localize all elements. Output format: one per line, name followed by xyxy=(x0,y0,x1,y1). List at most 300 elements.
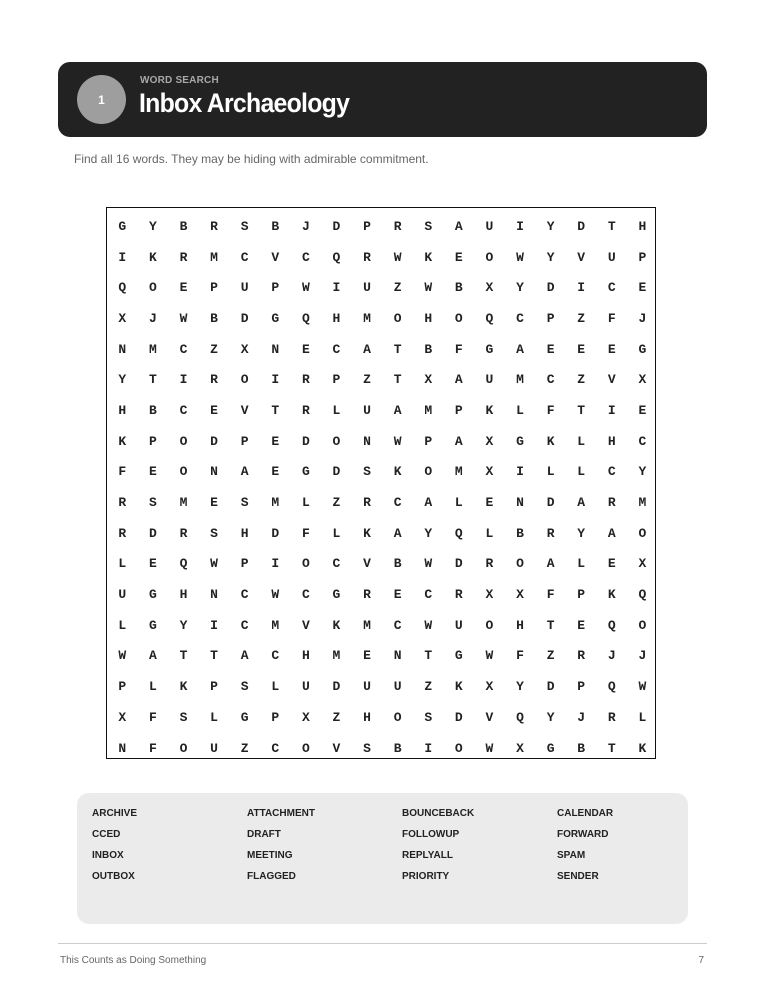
grid-letter: W xyxy=(516,249,524,265)
grid-letter: S xyxy=(179,709,188,725)
grid-letter: E xyxy=(607,556,616,572)
grid-letter: O xyxy=(301,556,310,572)
grid-letter: Y xyxy=(179,617,188,633)
grid-letter: O xyxy=(332,433,341,449)
grid-letter: E xyxy=(271,464,280,480)
grid-letter: X xyxy=(485,679,494,695)
grid-letter: A xyxy=(516,341,524,357)
grid-letter: W xyxy=(424,556,433,572)
grid-letter: U xyxy=(485,218,494,234)
word-list xyxy=(92,807,692,884)
grid-letter: T xyxy=(393,372,402,388)
grid-letter: J xyxy=(301,218,310,234)
grid-letter: M xyxy=(332,648,341,664)
grid-letter: O xyxy=(485,617,494,633)
grid-letter: S xyxy=(424,218,433,234)
grid-letter: B xyxy=(516,525,524,541)
grid-letter: X xyxy=(240,341,249,357)
grid-letter: X xyxy=(485,280,494,296)
grid-letter: M xyxy=(424,402,433,418)
grid-letter: C xyxy=(332,341,341,357)
grid-letter: T xyxy=(210,648,218,664)
grid-letter: O xyxy=(301,740,310,756)
grid-letter: T xyxy=(271,402,280,418)
grid-letter: I xyxy=(332,280,341,296)
grid-letter: K xyxy=(179,679,188,695)
grid-letter: M xyxy=(638,495,647,511)
grid-letter: F xyxy=(546,402,555,418)
grid-letter: I xyxy=(118,249,127,265)
grid-letter: M xyxy=(271,617,280,633)
grid-letter: S xyxy=(363,464,371,480)
grid-letter: A xyxy=(424,495,433,511)
grid-letter: C xyxy=(240,249,249,265)
grid-letter: O xyxy=(179,433,188,449)
grid-letter: X xyxy=(118,310,127,326)
grid-letter: Z xyxy=(240,740,249,756)
grid-letter: R xyxy=(393,218,402,234)
grid-letter: W xyxy=(485,740,494,756)
grid-letter: L xyxy=(118,556,127,572)
grid-letter: E xyxy=(210,495,218,511)
grid-letter: F xyxy=(607,310,616,326)
grid-letter: A xyxy=(240,648,249,664)
grid-letter: E xyxy=(485,495,494,511)
grid-letter: I xyxy=(424,740,433,756)
grid-letter: B xyxy=(148,402,157,418)
grid-letter: V xyxy=(271,249,280,265)
grid-letter: J xyxy=(638,310,647,326)
grid-letter: J xyxy=(607,648,616,664)
grid-letter: Q xyxy=(638,587,647,603)
grid-letter: S xyxy=(240,495,249,511)
word-bank-item: SPAM xyxy=(557,850,586,861)
grid-letter: K xyxy=(607,587,616,603)
grid-letter: D xyxy=(546,679,555,695)
grid-letter: E xyxy=(607,341,616,357)
grid-letter: G xyxy=(240,709,249,725)
grid-letter: J xyxy=(638,648,647,664)
grid-letter: U xyxy=(454,617,463,633)
grid-letter: K xyxy=(332,617,341,633)
grid-letter: T xyxy=(577,402,586,418)
grid-letter: G xyxy=(516,433,524,449)
grid-letter: Z xyxy=(332,709,341,725)
grid-letter: H xyxy=(332,310,341,326)
grid-letter: G xyxy=(118,218,127,234)
grid-letter: Q xyxy=(454,525,463,541)
grid-letter: P xyxy=(638,249,647,265)
grid-letter: X xyxy=(485,433,494,449)
grid-letter: W xyxy=(424,280,433,296)
grid-letter: A xyxy=(148,648,157,664)
grid-letter: F xyxy=(148,709,157,725)
grid-letter: I xyxy=(607,402,616,418)
grid-letter: T xyxy=(148,372,157,388)
grid-letter: N xyxy=(210,587,218,603)
grid-letter: M xyxy=(148,341,157,357)
grid-letter: C xyxy=(179,402,188,418)
grid-letter: C xyxy=(240,617,249,633)
grid-letter: C xyxy=(179,341,188,357)
grid-letter: Z xyxy=(363,372,371,388)
grid-letter: G xyxy=(148,587,157,603)
grid-letter: E xyxy=(148,556,157,572)
word-bank-item: CCED xyxy=(92,829,121,840)
grid-letter: V xyxy=(363,556,371,572)
grid-letter: H xyxy=(516,617,524,633)
grid-letter: X xyxy=(516,740,524,756)
grid-letter: Q xyxy=(179,556,188,572)
word-bank-item: BOUNCEBACK xyxy=(402,808,475,819)
grid-letter: D xyxy=(454,556,463,572)
grid-letter: C xyxy=(393,495,402,511)
grid-letter: V xyxy=(332,740,341,756)
grid-letter: H xyxy=(638,218,647,234)
grid-letter: C xyxy=(301,249,310,265)
grid-letter: U xyxy=(363,402,371,418)
grid-letter: R xyxy=(363,495,371,511)
grid-letter: L xyxy=(332,402,341,418)
grid-letter: A xyxy=(454,372,463,388)
grid-letter: G xyxy=(454,648,463,664)
grid-letter: Y xyxy=(546,218,555,234)
grid-letter: O xyxy=(393,709,402,725)
grid-letter: B xyxy=(179,218,188,234)
grid-letter: L xyxy=(332,525,341,541)
grid-letter: W xyxy=(301,280,310,296)
grid-letter: W xyxy=(485,648,494,664)
word-bank-item: MEETING xyxy=(247,850,293,861)
grid-letter: L xyxy=(301,495,310,511)
grid-letter: E xyxy=(454,249,463,265)
grid-letter: T xyxy=(607,218,616,234)
grid-letter: D xyxy=(148,525,157,541)
grid-letter: V xyxy=(240,402,249,418)
grid-letter: C xyxy=(271,740,280,756)
grid-letter: E xyxy=(638,280,647,296)
grid-letter: L xyxy=(271,679,280,695)
grid-letter: W xyxy=(271,587,280,603)
grid-letter: N xyxy=(363,433,371,449)
grid-letter: M xyxy=(210,249,218,265)
grid-letter: X xyxy=(516,587,524,603)
grid-letter: N xyxy=(210,464,218,480)
grid-letter: E xyxy=(301,341,310,357)
grid-letter: L xyxy=(210,709,218,725)
grid-letter: M xyxy=(363,617,371,633)
grid-letter: R xyxy=(577,648,586,664)
grid-letter: X xyxy=(485,464,494,480)
grid-letter: A xyxy=(393,525,402,541)
grid-letter: K xyxy=(363,525,371,541)
grid-letter: U xyxy=(118,587,127,603)
grid-letter: R xyxy=(301,372,310,388)
grid-letter: O xyxy=(393,310,402,326)
word-bank-item: ARCHIVE xyxy=(92,808,138,819)
grid-letter: Z xyxy=(546,648,555,664)
grid-letter: H xyxy=(607,433,616,449)
grid-letter: R xyxy=(607,495,616,511)
word-bank-item: CALENDAR xyxy=(557,808,614,819)
grid-letter: H xyxy=(363,709,371,725)
grid-letter: U xyxy=(301,679,310,695)
grid-letter: O xyxy=(638,617,647,633)
grid-letter: Y xyxy=(516,280,524,296)
grid-letter: W xyxy=(179,310,188,326)
grid-letter: F xyxy=(516,648,524,664)
grid-letter: D xyxy=(454,709,463,725)
grid-letter: V xyxy=(301,617,310,633)
grid-letter: C xyxy=(638,433,647,449)
grid-letter: S xyxy=(424,709,433,725)
grid-letter: W xyxy=(210,556,218,572)
grid-letter: B xyxy=(271,218,280,234)
page-title: Inbox Archaeology xyxy=(139,88,350,118)
grid-letter: G xyxy=(485,341,494,357)
grid-letter: Y xyxy=(424,525,433,541)
grid-letter: T xyxy=(424,648,433,664)
puzzle-category: WORD SEARCH xyxy=(140,75,219,86)
grid-letter: N xyxy=(271,341,280,357)
grid-letter: E xyxy=(363,648,371,664)
grid-letter: R xyxy=(179,249,188,265)
grid-letter: H xyxy=(118,402,127,418)
grid-letter: A xyxy=(577,495,586,511)
grid-letter: K xyxy=(454,679,463,695)
grid-letter: D xyxy=(546,495,555,511)
title-banner xyxy=(58,62,707,137)
grid-letter: R xyxy=(118,495,127,511)
grid-letter: U xyxy=(607,249,616,265)
grid-letter: B xyxy=(393,740,402,756)
grid-letter: H xyxy=(424,310,433,326)
grid-letter: Q xyxy=(118,280,127,296)
grid-letter: B xyxy=(454,280,463,296)
grid-letter: V xyxy=(607,372,616,388)
grid-letter: J xyxy=(148,310,157,326)
grid-letter: P xyxy=(210,280,218,296)
grid-letter: O xyxy=(179,464,188,480)
grid-letter: R xyxy=(363,249,371,265)
grid-letter: Z xyxy=(210,341,218,357)
grid-letter: I xyxy=(577,280,586,296)
grid-letter: B xyxy=(393,556,402,572)
grid-letter: D xyxy=(271,525,280,541)
grid-letter: U xyxy=(210,740,218,756)
grid-letter: E xyxy=(179,280,188,296)
grid-letter: E xyxy=(546,341,555,357)
grid-letter: K xyxy=(546,433,555,449)
grid-letter: L xyxy=(148,679,157,695)
grid-letter: Q xyxy=(332,249,341,265)
grid-letter: I xyxy=(210,617,218,633)
grid-letter: I xyxy=(179,372,188,388)
grid-letter: B xyxy=(210,310,218,326)
word-bank xyxy=(77,793,688,924)
grid-letter: Y xyxy=(546,709,555,725)
grid-letter: A xyxy=(454,433,463,449)
grid-letter: Y xyxy=(118,372,127,388)
grid-letter: Q xyxy=(516,709,524,725)
grid-letter: A xyxy=(393,402,402,418)
word-bank-item: PRIORITY xyxy=(402,871,450,882)
grid-letter: D xyxy=(332,679,341,695)
grid-letter: O xyxy=(516,556,524,572)
grid-letter: Z xyxy=(577,372,586,388)
grid-letter: P xyxy=(332,372,341,388)
grid-letter: O xyxy=(454,740,463,756)
grid-letter: P xyxy=(454,402,463,418)
grid-letter: C xyxy=(240,587,249,603)
grid-letter: H xyxy=(301,648,310,664)
grid-letter: K xyxy=(148,249,157,265)
grid-letter: E xyxy=(577,617,586,633)
grid-letter: K xyxy=(424,249,433,265)
grid-letter: S xyxy=(148,495,157,511)
grid-letter: S xyxy=(210,525,218,541)
grid-letter: G xyxy=(148,617,157,633)
instructions: Find all 16 words. They may be hiding with admirable commitment. xyxy=(74,152,429,166)
word-bank-item: OUTBOX xyxy=(92,871,135,882)
grid-letter: P xyxy=(240,433,249,449)
grid-letter: O xyxy=(424,464,433,480)
grid-letter: P xyxy=(210,679,218,695)
grid-letter: L xyxy=(577,464,586,480)
grid-letter: C xyxy=(424,587,433,603)
grid-letter: L xyxy=(546,464,555,480)
grid-letter: G xyxy=(638,341,647,357)
grid-letter: T xyxy=(607,740,616,756)
grid-letter: S xyxy=(240,679,249,695)
grid-letter: R xyxy=(210,218,218,234)
grid-letter: F xyxy=(301,525,310,541)
grid-letter: D xyxy=(332,218,341,234)
grid-letter: L xyxy=(577,556,586,572)
word-bank-item: FORWARD xyxy=(557,829,609,840)
grid-letter: D xyxy=(577,218,586,234)
grid-letter: M xyxy=(363,310,371,326)
grid-letter: O xyxy=(148,280,157,296)
grid-letter: L xyxy=(454,495,463,511)
grid-letter: R xyxy=(363,587,371,603)
grid-letter: R xyxy=(454,587,463,603)
grid-letter: A xyxy=(607,525,616,541)
grid-letter: H xyxy=(240,525,249,541)
grid-letter: W xyxy=(118,648,127,664)
grid-letter: W xyxy=(638,679,647,695)
grid-letter: G xyxy=(332,587,341,603)
grid-letter: B xyxy=(424,341,433,357)
grid-letter: O xyxy=(638,525,647,541)
grid-letter: O xyxy=(485,249,494,265)
footer-divider xyxy=(58,943,707,944)
grid-letter: U xyxy=(393,679,402,695)
grid-letter: X xyxy=(424,372,433,388)
grid-letter: Z xyxy=(332,495,341,511)
grid-letter: R xyxy=(301,402,310,418)
grid-letter: K xyxy=(393,464,402,480)
grid-letter: Q xyxy=(607,617,616,633)
grid-letter: M xyxy=(516,372,524,388)
grid-letter: C xyxy=(546,372,555,388)
grid-letter: M xyxy=(454,464,463,480)
grid-letter: X xyxy=(485,587,494,603)
grid-letter: A xyxy=(546,556,555,572)
grid-letter: K xyxy=(638,740,647,756)
grid-letter: T xyxy=(546,617,555,633)
grid-letter: A xyxy=(240,464,249,480)
grid-letter: Z xyxy=(424,679,433,695)
grid-letter: O xyxy=(240,372,249,388)
grid-letter: D xyxy=(546,280,555,296)
grid-letter: Q xyxy=(301,310,310,326)
word-bank-item: FOLLOWUP xyxy=(402,829,460,840)
grid-letter: W xyxy=(393,433,402,449)
grid-letter: N xyxy=(393,648,402,664)
grid-letter: Q xyxy=(607,679,616,695)
word-bank-item: INBOX xyxy=(92,850,124,861)
grid-letter: L xyxy=(516,402,524,418)
puzzle-number-badge: 1 xyxy=(77,75,126,124)
grid-letter: U xyxy=(363,280,371,296)
word-bank-item: SENDER xyxy=(557,871,599,882)
grid-letter: P xyxy=(271,280,280,296)
grid-letter: C xyxy=(301,587,310,603)
grid-letter: U xyxy=(485,372,494,388)
letter-grid xyxy=(107,211,657,763)
word-bank-item: DRAFT xyxy=(247,829,281,840)
grid-letter: S xyxy=(240,218,249,234)
grid-letter: C xyxy=(607,280,616,296)
grid-letter: I xyxy=(271,556,280,572)
grid-letter: X xyxy=(638,372,647,388)
grid-letter: N xyxy=(118,740,127,756)
grid-letter: R xyxy=(546,525,555,541)
grid-letter: H xyxy=(179,587,188,603)
grid-letter: I xyxy=(271,372,280,388)
grid-letter: C xyxy=(516,310,524,326)
grid-letter: R xyxy=(210,372,218,388)
grid-letter: P xyxy=(363,218,371,234)
grid-letter: Z xyxy=(393,280,402,296)
grid-letter: M xyxy=(271,495,280,511)
grid-letter: G xyxy=(271,310,280,326)
word-search-grid xyxy=(106,207,656,759)
grid-letter: O xyxy=(179,740,188,756)
grid-letter: C xyxy=(607,464,616,480)
grid-letter: D xyxy=(332,464,341,480)
grid-letter: T xyxy=(393,341,402,357)
grid-letter: D xyxy=(240,310,249,326)
grid-letter: X xyxy=(638,556,647,572)
grid-letter: M xyxy=(179,495,188,511)
grid-letter: X xyxy=(118,709,127,725)
grid-letter: R xyxy=(118,525,127,541)
grid-letter: S xyxy=(363,740,371,756)
grid-letter: F xyxy=(148,740,157,756)
grid-letter: L xyxy=(118,617,127,633)
grid-letter: P xyxy=(424,433,433,449)
grid-letter: L xyxy=(485,525,494,541)
page-number: 7 xyxy=(698,955,704,966)
grid-letter: A xyxy=(454,218,463,234)
grid-letter: N xyxy=(516,495,524,511)
grid-letter: P xyxy=(148,433,157,449)
grid-letter: P xyxy=(240,556,249,572)
grid-letter: L xyxy=(638,709,647,725)
grid-letter: R xyxy=(607,709,616,725)
